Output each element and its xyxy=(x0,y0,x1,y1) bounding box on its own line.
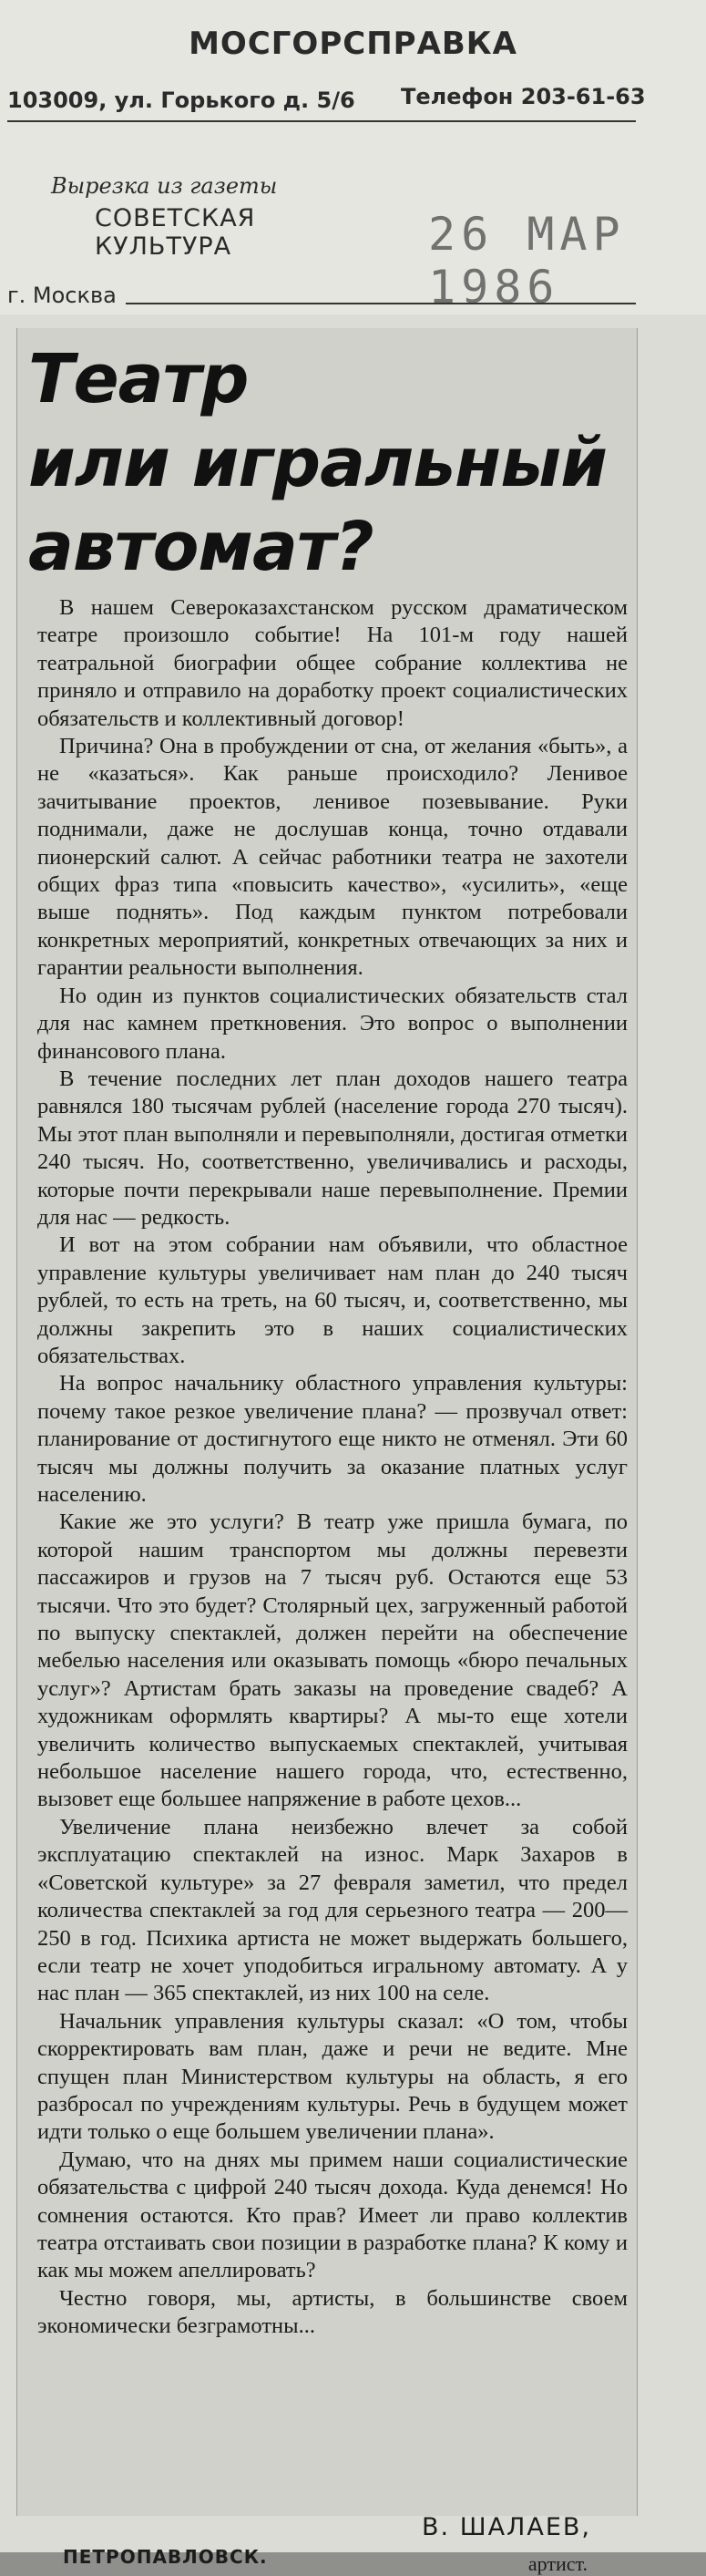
agency-name: МОСГОРСПРАВКА xyxy=(189,26,517,62)
article-paragraph: Честно говоря, мы, артисты, в большинстве своем экономически безграмотны... xyxy=(37,2285,628,2339)
date-stamp: 26 МАР 1986 xyxy=(428,208,626,314)
article-paragraph: Какие же это услуги? В театр уже пришла бумага, по которой нашим транспортом мы должны перевезти пассажиров и грузов на 7 тысяч руб. Остаются еще 53 тысячи. Что это будет? Столярный цех, загруженный работой по выпуску спектаклей, должен перейти на обеспечение мебелью населения или оказывать помощь «бюро печальных услуг»? Артистам брать заказы на проведение свадеб? А художникам оформлять квартиры? А мы-то еще хотели увеличить количество выпускаемых спектаклей, учитывая небольшое население нашего города, что, естественно, вызовет еще большее напряжение в работе цехов... xyxy=(37,1510,628,1812)
article-paragraph: В течение последних лет план доходов нашего театра равнялся 180 тысячам рублей (население города 270 тысяч). Мы этот план выполняли и перевыполняли, достигая отметки 240 тысяч. Но, соответственно, увеличивались и расходы, которые почти перекрывали наше перевыполнение. Премии для нас — редкость. xyxy=(37,1066,628,1230)
newspaper-name: СОВЕТСКАЯ КУЛЬТУРА xyxy=(95,204,256,261)
article-body xyxy=(37,594,628,2341)
dateline-place: ПЕТРОПАВЛОВСК. xyxy=(63,2546,268,2568)
article-paragraph: Думаю, что на днях мы примем наши социалистические обязательства с цифрой 240 тысяч дохода. Куда денемся! Но сомнения остаются. Кто прав? Имеет ли право коллектив театра отстаивать свои позиции в разработке плана? К кому и как мы можем апеллировать? xyxy=(37,2147,628,2283)
agency-slip xyxy=(0,0,706,314)
clipping-label: Вырезка из газеты xyxy=(51,173,278,199)
article-paragraph: Но один из пунктов социалистических обязательств стал для нас камнем преткновения. Это вопрос о выполнении финансового плана. xyxy=(37,983,628,1064)
article-paragraph: Увеличение плана неизбежно влечет за собой эксплуатацию спектаклей на износ. Марк Захаров в «Советской культуре» за 27 февраля заметил, что предел количества спектаклей за год для серьезного театра — 200—250 в год. Психика артиста не может выдержать большего, если театр не хочет уподобиться игральному автомату. А у нас план — 365 спектаклей, из них 100 на селе. xyxy=(37,1814,628,2006)
city-divider xyxy=(126,303,636,304)
article-paragraph: В нашем Североказахстанском русском драматическом театре произошло событие! На 101-м году нашей театральной биографии общее собрание коллектива не приняло и отправило на доработку проект социалистических обязательств и коллективный договор! xyxy=(37,595,628,731)
article-paragraph: И вот на этом собрании нам объявили, что областное управление культуры увеличивает нам план до 240 тысяч рублей, то есть на треть, на 60 тысяч, и, соответственно, мы должны закрепить это в наших социалистических обязательствах. xyxy=(37,1232,628,1368)
city-label: г. Москва xyxy=(7,283,117,308)
article-paragraph: Начальник управления культуры сказал: «О том, чтобы скорректировать вам план, даже и речи не ведите. Мне спущен план Министерством культуры на область, я его разбросал по учреждениям культуры. Речь в будущем может идти только о еще большем увеличении плана». xyxy=(37,2008,628,2145)
author-role: артист. xyxy=(527,2552,588,2575)
newspaper-clipping xyxy=(16,328,638,2575)
header-divider xyxy=(7,120,636,122)
author-name: В. ШАЛАЕВ, xyxy=(422,2513,591,2541)
article-paragraph: На вопрос начальнику областного управления культуры: почему такое резкое увеличение плана? — прозвучал ответ: планирование от достигнутого еще никто не отменял. Эти 60 тысяч мы должны получить за оказание платных услуг населению. xyxy=(37,1371,628,1507)
article-title: Театр или игральный автомат? xyxy=(28,340,607,586)
article-paragraph: Причина? Она в пробуждении от сна, от желания «быть», а не «казаться». Как раньше происходило? Ленивое зачитывание проектов, ленивое позевывание. Руки поднимали, даже не дослушав конца, точно отдавали пионерский салют. А сейчас работники театра не захотели общих фраз типа «повысить качество», «усилить», «еще выше поднять». Под каждым пунктом потребовали конкретных мероприятий, конкретных отвечающих за них и гарантии реальности выполнения. xyxy=(37,734,628,981)
agency-phone: Телефон 203-61-63 xyxy=(401,84,646,109)
agency-address: 103009, ул. Горького д. 5/6 xyxy=(7,88,355,113)
